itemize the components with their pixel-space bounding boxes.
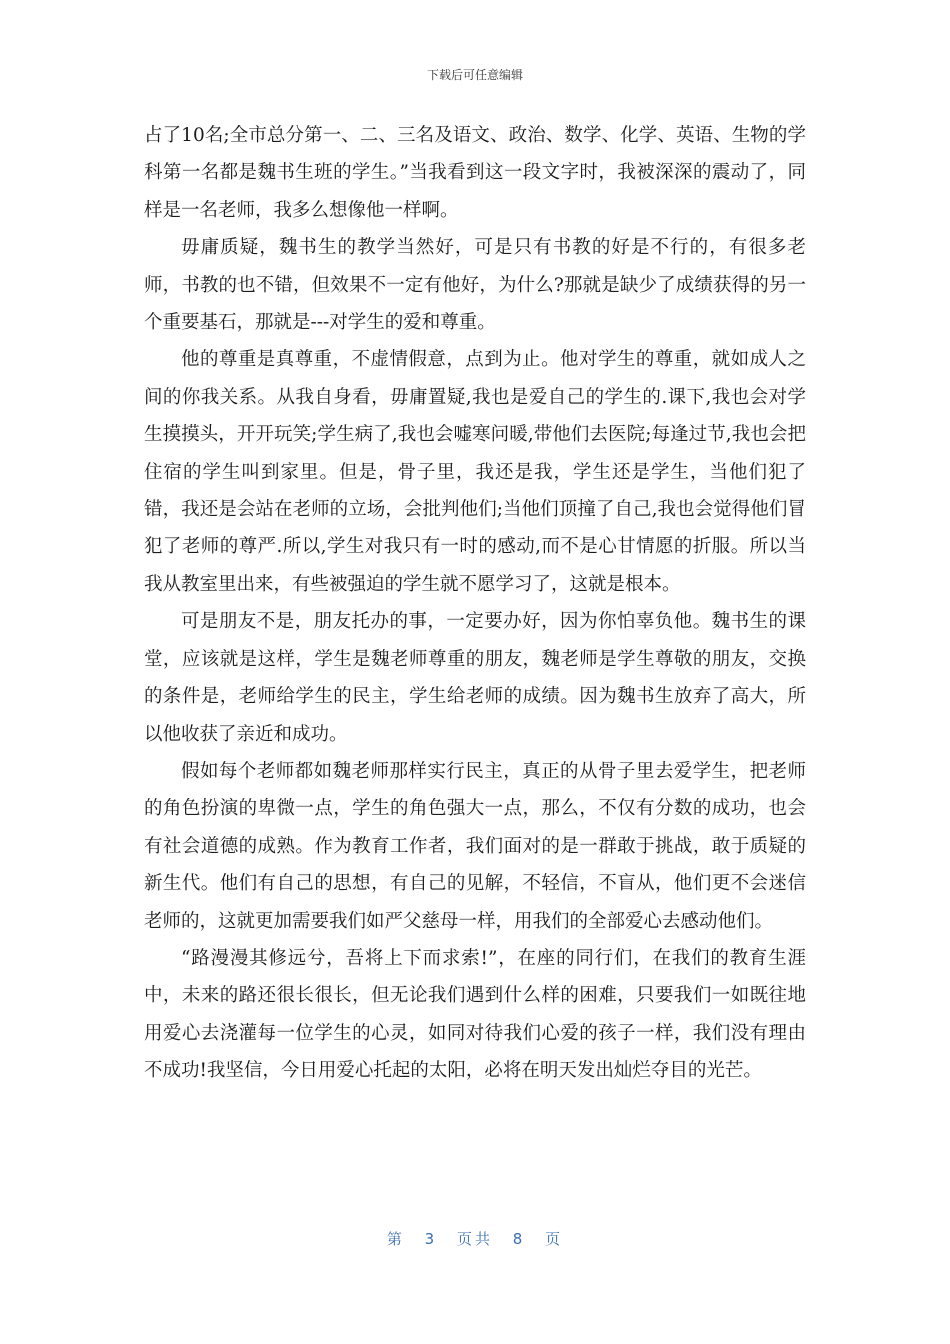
- paragraph-continued: 占了10名;全市总分第一、二、三名及语文、政治、数学、化学、英语、生物的学科第一名都是魏书生班的学生。”当我看到这一段文字时，我被深深的震动了，同样是一名老师，我多么想像他一样啊。: [144, 125, 806, 221]
- footer-middle: 页共: [456, 1230, 493, 1248]
- page-header: 下载后可任意编辑: [426, 68, 523, 82]
- paragraph: “路漫漫其修远兮，吾将上下而求索!”，在座的同行们，在我们的教育生涯中，未来的路还很长很长，但无论我们遇到什么样的困难，只要我们一如既往地用爱心去浇灌每一位学生的心灵，如同对待我们心爱的孩子一样，我们没有理由不成功!我坚信，今日用爱心托起的太阳，必将在明天发出灿烂夺目的光芒。: [144, 947, 806, 1082]
- document-body: [144, 117, 806, 1090]
- paragraph: 假如每个老师都如魏老师那样实行民主，真正的从骨子里去爱学生，把老师的角色扮演的卑微一点，学生的角色强大一点，那么，不仅有分数的成功，也会有社会道德的成熟。作为教育工作者，我们面对的是一群敢于挑战，敢于质疑的新生代。他们有自己的思想，有自己的见解，不轻信，不盲从，他们更不会迷信老师的，这就更加需要我们如严父慈母一样，用我们的全部爱心去感动他们。: [144, 760, 806, 932]
- paragraph: 可是朋友不是，朋友托办的事，一定要办好，因为你怕辜负他。魏书生的课堂，应该就是这样，学生是魏老师尊重的朋友，魏老师是学生尊敬的朋友，交换的条件是，老师给学生的民主，学生给老师的成绩。因为魏书生放弃了高大，所以他收获了亲近和成功。: [144, 611, 806, 745]
- page-footer: [0, 1228, 950, 1249]
- paragraph: 他的尊重是真尊重，不虚情假意，点到为止。他对学生的尊重，就如成人之间的你我关系。从我自身看，毋庸置疑,我也是爱自己的学生的.课下,我也会对学生摸摸头，开开玩笑;学生病了,我也会嘘寒问暖,带他们去医院;每逢过节,我也会把住宿的学生叫到家里。但是，骨子里，我还是我，学生还是学生，当他们犯了错，我还是会站在老师的立场，会批判他们;当他们顶撞了自己,我也会觉得他们冒犯了老师的尊严.所以,学生对我只有一时的感动,而不是心甘情愿的折服。所以当我从教室里出来，有些被强迫的学生就不愿学习了，这就是根本。: [144, 349, 806, 595]
- footer-prefix: 第: [386, 1230, 405, 1248]
- footer-suffix: 页: [545, 1230, 564, 1248]
- paragraph: 毋庸质疑，魏书生的教学当然好，可是只有书教的好是不行的，有很多老师，书教的也不错，但效果不一定有他好，为什么?那就是缺少了成绩获得的另一个重要基石，那就是---对学生的爱和尊重。: [144, 237, 806, 334]
- current-page-number: 3: [424, 1230, 438, 1248]
- total-pages-number: 8: [512, 1230, 526, 1248]
